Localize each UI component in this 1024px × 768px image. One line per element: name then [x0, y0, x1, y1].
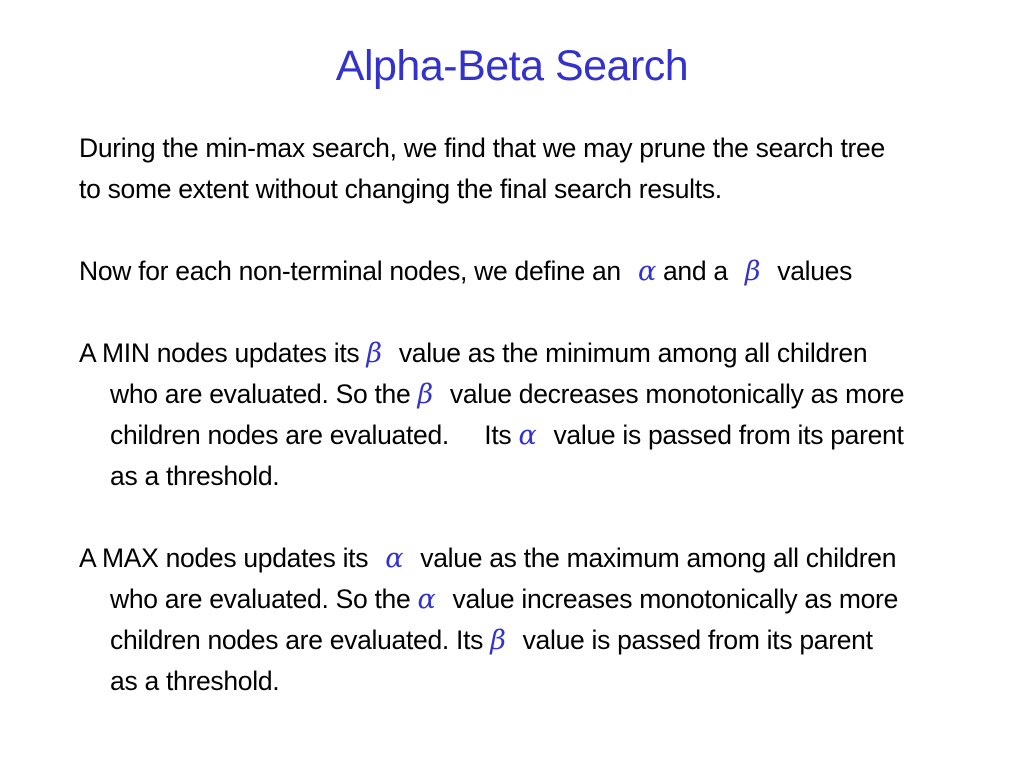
max-line-4: as a threshold. [110, 666, 280, 696]
max-line-1 [79, 541, 896, 576]
max-text-3a: children nodes are evaluated. Its [110, 625, 484, 655]
beta-symbol: β [490, 625, 506, 656]
min-text-1a: A MIN nodes updates its [79, 338, 360, 368]
max-text-2b: value increases monotonically as more [452, 584, 899, 614]
min-line-4: as a threshold. [110, 461, 280, 491]
min-text-2a: who are evaluated. So the [110, 379, 411, 409]
min-text-2b: value decreases monotonically as more [449, 379, 905, 409]
alpha-symbol: α [417, 584, 436, 615]
max-line-2 [110, 582, 898, 617]
define-text-middle: and a [662, 256, 728, 286]
define-text-before: Now for each non-terminal nodes, we define an [79, 256, 621, 286]
min-line-3 [110, 418, 904, 453]
max-text-1b: value as the maximum among all children [420, 543, 897, 573]
beta-symbol: β [744, 256, 761, 287]
min-line-2 [110, 377, 904, 412]
max-text-1a: A MAX nodes updates its [79, 543, 369, 573]
max-line-3 [110, 623, 873, 658]
define-line [79, 254, 852, 289]
max-text-3b: value is passed from its parent [522, 625, 873, 655]
alpha-symbol: α [385, 543, 404, 574]
alpha-symbol: α [637, 256, 656, 287]
max-text-2a: who are evaluated. So the [110, 584, 411, 614]
min-text-3b: value is passed from its parent [553, 420, 904, 450]
min-text-1b: value as the minimum among all children [398, 338, 868, 368]
min-line-1 [79, 336, 867, 371]
intro-line-2: to some extent without changing the final search results. [79, 174, 722, 204]
define-text-after: values [777, 256, 853, 286]
intro-line-1: During the min-max search, we find that we may prune the search tree [79, 133, 885, 163]
alpha-symbol: α [518, 420, 537, 451]
slide-title: Alpha-Beta Search [335, 42, 689, 90]
beta-symbol: β [366, 338, 382, 369]
beta-symbol: β [417, 379, 433, 410]
min-text-3a: children nodes are evaluated. Its [110, 420, 512, 450]
